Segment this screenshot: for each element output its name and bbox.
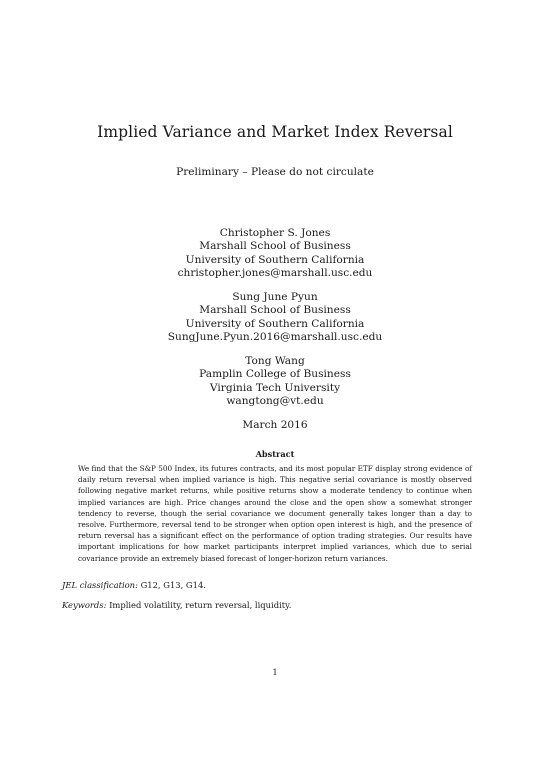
author-university: Virginia Tech University bbox=[209, 381, 341, 394]
author-email: wangtong@vt.edu bbox=[226, 394, 324, 407]
author-email: christopher.jones@marshall.usc.edu bbox=[177, 266, 373, 279]
abstract-heading: Abstract bbox=[255, 449, 295, 459]
author-block-1 bbox=[0, 227, 550, 280]
paper-date: March 2016 bbox=[242, 419, 308, 431]
author-name: Christopher S. Jones bbox=[219, 227, 331, 239]
author-block-3 bbox=[0, 355, 550, 408]
keywords-label: Keywords: bbox=[62, 600, 107, 610]
author-university: University of Southern California bbox=[185, 253, 365, 266]
author-school: Marshall School of Business bbox=[199, 304, 351, 317]
paper-subtitle: Preliminary – Please do not circulate bbox=[176, 166, 374, 178]
abstract-text: We find that the S&P 500 Index, its futures contracts, and its most popular ETF display strong evidence of daily return reversal when implied variance is high. This negative serial covariance is mostly observed following negative market returns, while positive returns show a moderate tendency to continue when implied variances are high. Price changes around the close and the open show a somewhat stronger tendency to reverse, though the serial covariance we document generally takes longer than a day to resolve. Furthermore, reversal tend to be stronger when option open interest is high, and the presence of return reversal has a significant effect on the performance of option trading strategies. Our results have important implications for how market participants interpret implied variances, which due to serial covariance provide an extremely biased forecast of longer-horizon return variances. bbox=[78, 464, 472, 563]
page-number: 1 bbox=[272, 667, 278, 677]
paper-title: Implied Variance and Market Index Reversal bbox=[97, 123, 453, 141]
keywords-value: Implied volatility, return reversal, liquidity. bbox=[109, 600, 292, 610]
author-name: Tong Wang bbox=[245, 355, 305, 367]
jel-label: JEL classification: bbox=[62, 580, 138, 590]
author-school: Pamplin College of Business bbox=[199, 368, 351, 381]
keywords bbox=[62, 600, 291, 610]
author-email: SungJune.Pyun.2016@marshall.usc.edu bbox=[167, 330, 383, 343]
author-school: Marshall School of Business bbox=[199, 240, 351, 253]
jel-value: G12, G13, G14. bbox=[140, 580, 206, 590]
author-name: Sung June Pyun bbox=[232, 291, 318, 303]
jel-classification bbox=[62, 580, 206, 590]
author-university: University of Southern California bbox=[185, 317, 365, 330]
author-block-2 bbox=[0, 291, 550, 344]
